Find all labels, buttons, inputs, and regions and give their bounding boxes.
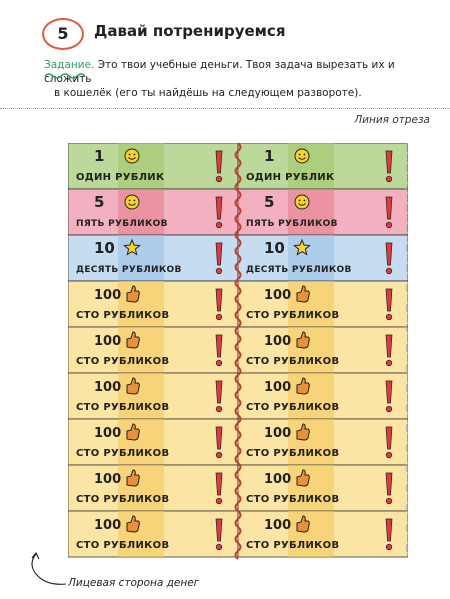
smiley-icon: [295, 195, 309, 209]
bill-value: 5: [94, 193, 105, 211]
bill-text: ПЯТЬ РУБЛИКОВ: [76, 219, 168, 229]
bill-text: ДЕСЯТЬ РУБЛИКОВ: [246, 265, 352, 275]
bill-value: 100: [264, 380, 292, 395]
bill-value: 100: [264, 518, 292, 533]
bill-100: [68, 373, 238, 419]
bill-value: 5: [264, 193, 275, 211]
section-number: 5: [42, 18, 84, 50]
bill-value: 100: [94, 518, 122, 533]
smiley-icon: [125, 149, 139, 163]
bill-value: 100: [264, 288, 292, 303]
bill-text: СТО РУБЛИКОВ: [246, 494, 340, 505]
task-line-2: в кошелёк (его ты найдёшь на следующем развороте).: [54, 87, 362, 99]
task-text: [44, 58, 424, 100]
bill-100: [238, 465, 408, 511]
bill-value: 10: [264, 239, 285, 257]
bill-text: СТО РУБЛИКОВ: [76, 448, 170, 459]
bill-100: [68, 327, 238, 373]
bill-value: 10: [94, 239, 115, 257]
bill-text: ПЯТЬ РУБЛИКОВ: [246, 219, 338, 229]
pointer-arrow-icon: [6, 552, 76, 598]
cut-line-label: Линия отреза: [354, 114, 430, 126]
bill-text: СТО РУБЛИКОВ: [76, 310, 170, 321]
bill-value: 1: [264, 147, 275, 165]
bill-value: 100: [94, 472, 122, 487]
bill-text: СТО РУБЛИКОВ: [246, 310, 340, 321]
bill-100: [238, 373, 408, 419]
bill-5: [68, 189, 238, 235]
section-header: [38, 14, 438, 54]
bill-text: СТО РУБЛИКОВ: [246, 356, 340, 367]
bill-100: [238, 511, 408, 557]
bill-1: [68, 143, 238, 189]
bill-100: [68, 511, 238, 557]
squiggle-underline-icon: [44, 72, 90, 80]
bill-value: 100: [94, 380, 122, 395]
bill-100: [68, 419, 238, 465]
bill-text: СТО РУБЛИКОВ: [76, 540, 170, 551]
bill-text: СТО РУБЛИКОВ: [76, 494, 170, 505]
bill-100: [238, 327, 408, 373]
bill-text: СТО РУБЛИКОВ: [246, 448, 340, 459]
note-label: Лицевая сторона денег: [68, 577, 200, 589]
bill-1: [238, 143, 408, 189]
money-sheet: [68, 143, 408, 563]
task-label: Задание.: [44, 59, 95, 71]
bill-100: [68, 465, 238, 511]
bill-5: [238, 189, 408, 235]
note: [6, 552, 206, 598]
bill-value: 1: [94, 147, 105, 165]
cut-dotted-line: [0, 108, 450, 109]
bill-10: [68, 235, 238, 281]
bill-value: 100: [94, 334, 122, 349]
bill-100: [238, 281, 408, 327]
task-line-1: Это твои учебные деньги. Твоя задача вырезать их и сложить: [44, 59, 395, 85]
bill-text: ДЕСЯТЬ РУБЛИКОВ: [76, 265, 182, 275]
bill-text: СТО РУБЛИКОВ: [76, 356, 170, 367]
bill-100: [68, 281, 238, 327]
bill-text: СТО РУБЛИКОВ: [246, 540, 340, 551]
bill-text: ОДИН РУБЛИК: [76, 172, 165, 183]
bill-value: 100: [94, 288, 122, 303]
bill-value: 100: [264, 334, 292, 349]
bill-text: СТО РУБЛИКОВ: [76, 402, 170, 413]
bill-10: [238, 235, 408, 281]
smiley-icon: [125, 195, 139, 209]
page-title: Давай потренируемся: [94, 22, 286, 40]
bill-text: ОДИН РУБЛИК: [246, 172, 335, 183]
bill-100: [238, 419, 408, 465]
bill-value: 100: [264, 472, 292, 487]
bill-value: 100: [94, 426, 122, 441]
bill-text: СТО РУБЛИКОВ: [246, 402, 340, 413]
bill-value: 100: [264, 426, 292, 441]
smiley-icon: [295, 149, 309, 163]
